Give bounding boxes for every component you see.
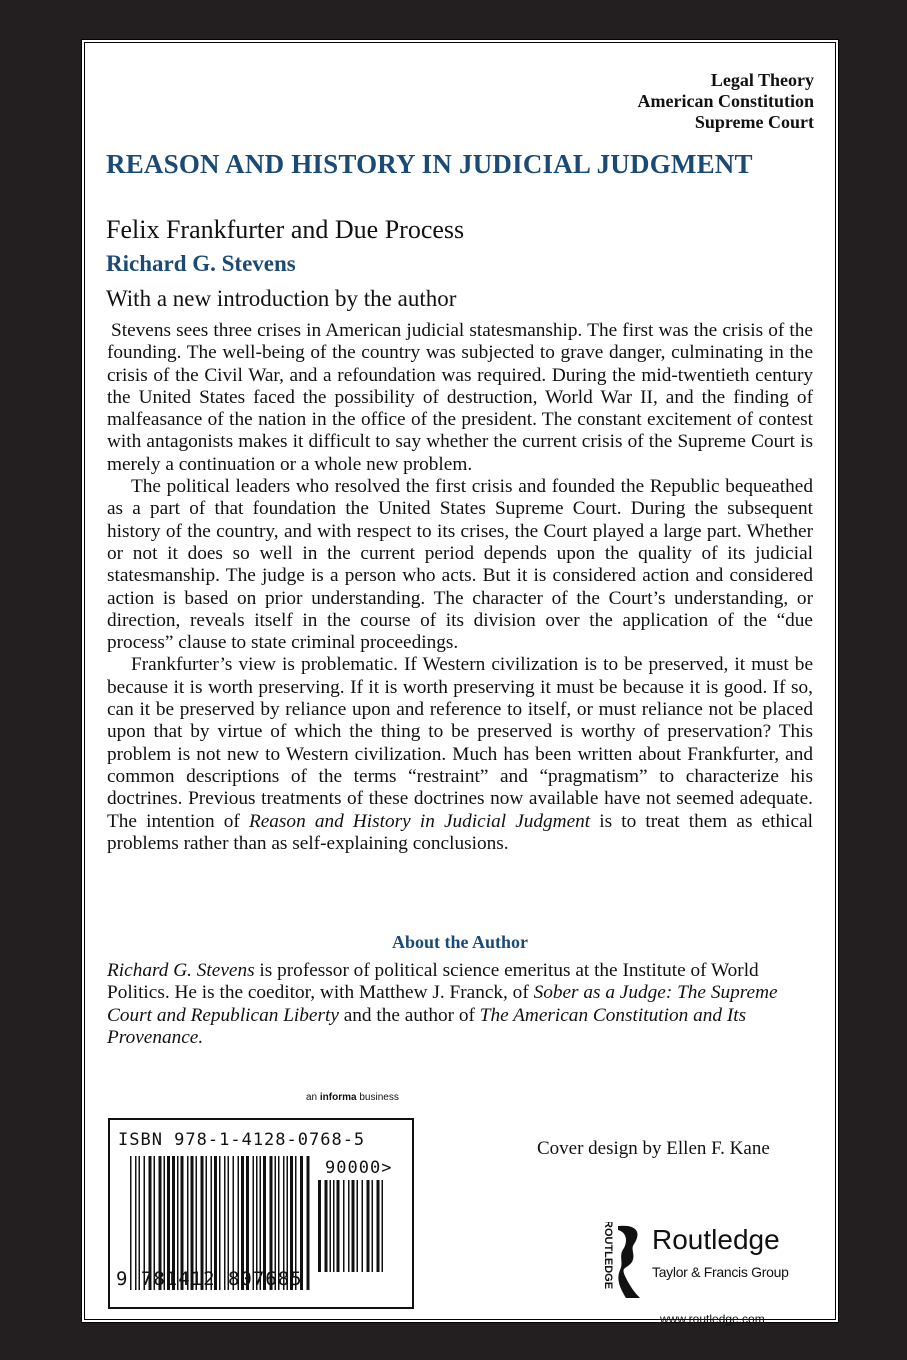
barcode-bar	[343, 1180, 345, 1272]
text-run: is professor of political science emeritus at the Institute of World Politics. He is the coeditor, with Matthew J. Franck, of	[107, 960, 759, 1004]
description-paragraph	[107, 476, 813, 654]
italic-title: Reason and History in Judicial Judgment	[248, 810, 591, 832]
intro-note: With a new introduction by the author	[106, 286, 457, 311]
italic-title: Richard G. Stevens	[107, 960, 255, 981]
description-paragraph	[107, 654, 813, 855]
subject-tag: American Constitution	[637, 91, 814, 111]
subject-tags	[638, 70, 815, 133]
barcode-bar	[362, 1180, 364, 1272]
book-title: REASON AND HISTORY IN JUDICIAL JUDGMENT	[106, 149, 753, 179]
text-run: Frankfurter’s view is problematic. If Western civilization is to be preserved, it must be because it is worth preserving. If it is worth preserving it must be because it is good. If so, can it be preserved by reliance upon and reference to itself, or must reliance not be placed upon that by virtue of which the thing to be preserved is worthy of preservation? This problem is not new to Western civilization. Much has been written about Frankfurter, and common descriptions of the terms “restraint” and “pragmatism” to characterize his doctrines. Previous treatments of these doctrines now available have not seemed adequate. The intention of	[107, 654, 813, 832]
barcode-bar	[372, 1180, 374, 1272]
addon-code: 90000	[325, 1158, 382, 1178]
barcode-bar	[367, 1180, 370, 1272]
publisher-name: Routledge	[652, 1224, 780, 1255]
italic-title: Sober as a Judge: The Supreme Court and Republican Liberty	[107, 982, 778, 1026]
barcode-bar	[348, 1180, 350, 1272]
barcode-bar	[325, 1180, 328, 1272]
text-run: and the author of	[338, 1004, 480, 1026]
barcode-bar	[357, 1180, 359, 1272]
ean-digits: 9 781412 807685	[116, 1268, 303, 1290]
about-author-text	[107, 960, 813, 1049]
description	[107, 320, 813, 855]
barcode-bar	[330, 1180, 332, 1272]
barcode-bar	[352, 1180, 355, 1272]
price-addon: 90000>	[325, 1158, 393, 1178]
isbn-barcode	[108, 1118, 414, 1309]
italic-title: The American Constitution and Its Provenance.	[107, 1004, 747, 1048]
subject-tag: Legal Theory	[710, 70, 814, 90]
publisher-url[interactable]: www.routledge.com	[660, 1312, 765, 1326]
informa-tagline	[306, 1092, 399, 1103]
informa-brand: informa	[319, 1092, 357, 1103]
barcode-bar	[337, 1180, 340, 1272]
text-run: is to treat them as ethical problems rather than as self-explaining conclusions.	[107, 810, 813, 854]
book-subtitle: Felix Frankfurter and Due Process	[106, 215, 465, 244]
text-run: Stevens sees three crises in American judicial statesmanship. The first was the crisis of the founding. The well-being of the country was subjected to grave danger, culminating in the crisis of the Civil War, and a refoundation was required. During the mid-twentieth century the United States faced the possibility of destruction, World War II, and the finding of malfeasance of the nation in the office of the president. The constant excitement of contest with antagonists makes it difficult to say whether the current crisis of the Supreme Court is merely a continuation or a whole new problem.	[107, 320, 813, 475]
svg-text:ROUTLEDGE: ROUTLEDGE	[602, 1222, 614, 1290]
back-cover	[81, 39, 839, 1326]
informa-post: business	[356, 1092, 399, 1103]
routledge-logo	[596, 1222, 826, 1302]
isbn-text: ISBN 978-1-4128-0768-5	[118, 1130, 366, 1150]
book-author: Richard G. Stevens	[106, 251, 296, 276]
barcode-bar	[333, 1180, 335, 1272]
subject-tag: Supreme Court	[694, 112, 814, 132]
barcode-bar	[307, 1156, 310, 1290]
barcode-bar	[377, 1180, 380, 1272]
text-run: The political leaders who resolved the first crisis and founded the Republic bequeathed as a part of that foundation the United States Supreme Court. During the subsequent history of the country, and with respect to its crises, the Court played a large part. Whether or not it does so well in the current period depends upon the quality of its judicial statesmanship. The judge is a person who acts. But it is considered action and considered action is based on prior understanding. The character of the Court’s understanding, or direction, reveals itself in the course of its division over the application of the “due process” clause to state criminal proceedings.	[107, 476, 813, 654]
barcode-bar	[382, 1180, 384, 1272]
informa-pre: an	[306, 1092, 320, 1103]
description-paragraph	[107, 320, 813, 476]
routledge-profile-icon	[596, 1222, 646, 1302]
publisher-group: Taylor & Francis Group	[652, 1264, 789, 1280]
cover-credit: Cover design by Ellen F. Kane	[537, 1138, 770, 1159]
about-heading: About the Author	[391, 932, 529, 952]
barcode-bar	[318, 1180, 321, 1272]
